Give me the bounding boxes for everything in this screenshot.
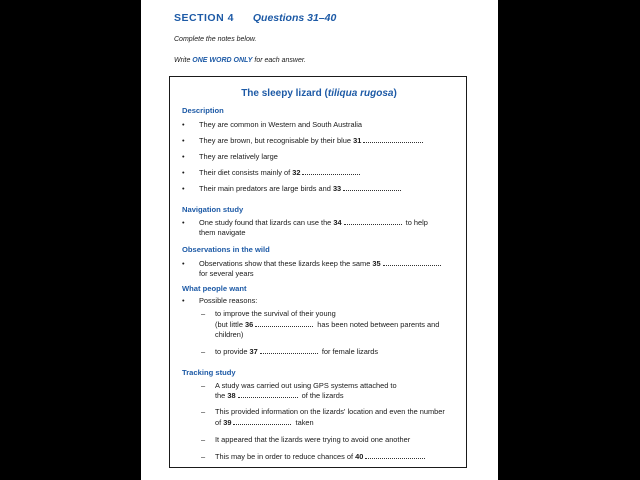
note-line: them navigate <box>199 228 246 237</box>
exam-page <box>141 0 498 480</box>
dash: – <box>201 452 206 461</box>
dash: – <box>201 347 206 356</box>
note-line: They are common in Western and South Australia <box>199 120 362 129</box>
note-line <box>215 320 439 331</box>
note-line: to improve the survival of their young <box>215 309 336 318</box>
section-label: SECTION 4 <box>174 12 234 24</box>
answer-blank-36[interactable] <box>255 321 313 327</box>
heading-observations: Observations in the wild <box>182 245 270 254</box>
heading-tracking-study: Tracking study <box>182 368 236 377</box>
bullet: • <box>182 296 185 305</box>
note-text: taken <box>295 418 314 427</box>
notes-box <box>169 76 467 468</box>
note-line <box>199 259 443 270</box>
bullet: • <box>182 184 185 193</box>
question-number: 36 <box>245 320 254 329</box>
instruction-text: Write <box>174 57 193 64</box>
question-number: 37 <box>249 347 258 356</box>
dash: – <box>201 407 206 416</box>
title-text: ) <box>393 88 397 99</box>
answer-blank-38[interactable] <box>238 392 298 398</box>
question-number: 35 <box>372 259 381 268</box>
note-line <box>199 168 362 179</box>
answer-blank-33[interactable] <box>343 185 401 191</box>
answer-blank-32[interactable] <box>302 169 360 175</box>
question-number: 32 <box>292 168 301 177</box>
note-text: Their main predators are large birds and <box>199 184 331 193</box>
note-line <box>215 418 314 429</box>
note-text: to provide <box>215 347 248 356</box>
note-text: One study found that lizards can use the <box>199 218 332 227</box>
note-line <box>199 184 403 195</box>
question-number: 31 <box>353 136 362 145</box>
heading-what-people-want: What people want <box>182 284 247 293</box>
note-line <box>215 452 427 463</box>
heading-description: Description <box>182 106 224 115</box>
answer-blank-34[interactable] <box>344 219 402 225</box>
answer-blank-37[interactable] <box>260 348 318 354</box>
dash: – <box>201 309 206 318</box>
bullet: • <box>182 259 185 268</box>
word-limit-highlight: ONE WORD ONLY <box>192 57 253 64</box>
question-number: 39 <box>223 418 232 427</box>
note-text: has been noted between parents and <box>317 320 440 329</box>
note-line <box>215 391 344 402</box>
note-line: They are relatively large <box>199 152 278 161</box>
question-number: 33 <box>332 184 342 193</box>
section-header <box>174 12 336 24</box>
note-text: the <box>215 391 226 400</box>
title-latin: tiliqua rugosa <box>327 88 394 99</box>
answer-blank-39[interactable] <box>233 419 291 425</box>
note-line <box>199 136 425 147</box>
bullet: • <box>182 136 185 145</box>
question-number: 34 <box>333 218 342 227</box>
answer-blank-31[interactable] <box>363 137 423 143</box>
note-text: They are brown, but recognisable by their blue <box>199 136 352 145</box>
bullet: • <box>182 152 185 161</box>
note-line <box>199 218 428 229</box>
dash: – <box>201 381 206 390</box>
title-text: The sleepy lizard ( <box>241 88 328 99</box>
questions-range: Questions 31–40 <box>252 12 337 24</box>
instruction-complete: Complete the notes below. <box>174 36 257 43</box>
dash: – <box>201 435 206 444</box>
notes-title <box>170 88 468 99</box>
instruction-word-limit <box>174 57 306 64</box>
note-line <box>215 347 378 358</box>
instruction-text: for each answer. <box>252 57 306 64</box>
note-text: (but little <box>215 320 243 329</box>
note-text: for female lizards <box>321 347 379 356</box>
heading-navigation: Navigation study <box>182 205 244 214</box>
note-text: This may be in order to reduce chances of <box>215 452 354 461</box>
question-number: 40 <box>355 452 364 461</box>
note-text: to help <box>405 218 428 227</box>
note-text: Their diet consists mainly of <box>199 168 291 177</box>
note-line: A study was carried out using GPS systems attached to <box>215 381 397 390</box>
bullet: • <box>182 218 185 227</box>
bullet: • <box>182 168 185 177</box>
bullet: • <box>182 120 185 129</box>
note-text: of the lizards <box>301 391 344 400</box>
note-line: Possible reasons: <box>199 296 258 305</box>
note-text: of <box>215 418 222 427</box>
note-line: for several years <box>199 269 254 278</box>
note-line: This provided information on the lizards' location and even the number <box>215 407 445 416</box>
question-number: 38 <box>227 391 236 400</box>
answer-blank-35[interactable] <box>383 260 441 266</box>
note-line: children) <box>215 330 244 339</box>
note-line: It appeared that the lizards were trying to avoid one another <box>215 435 411 444</box>
answer-blank-40[interactable] <box>365 453 425 459</box>
note-text: Observations show that these lizards keep the same <box>199 259 371 268</box>
